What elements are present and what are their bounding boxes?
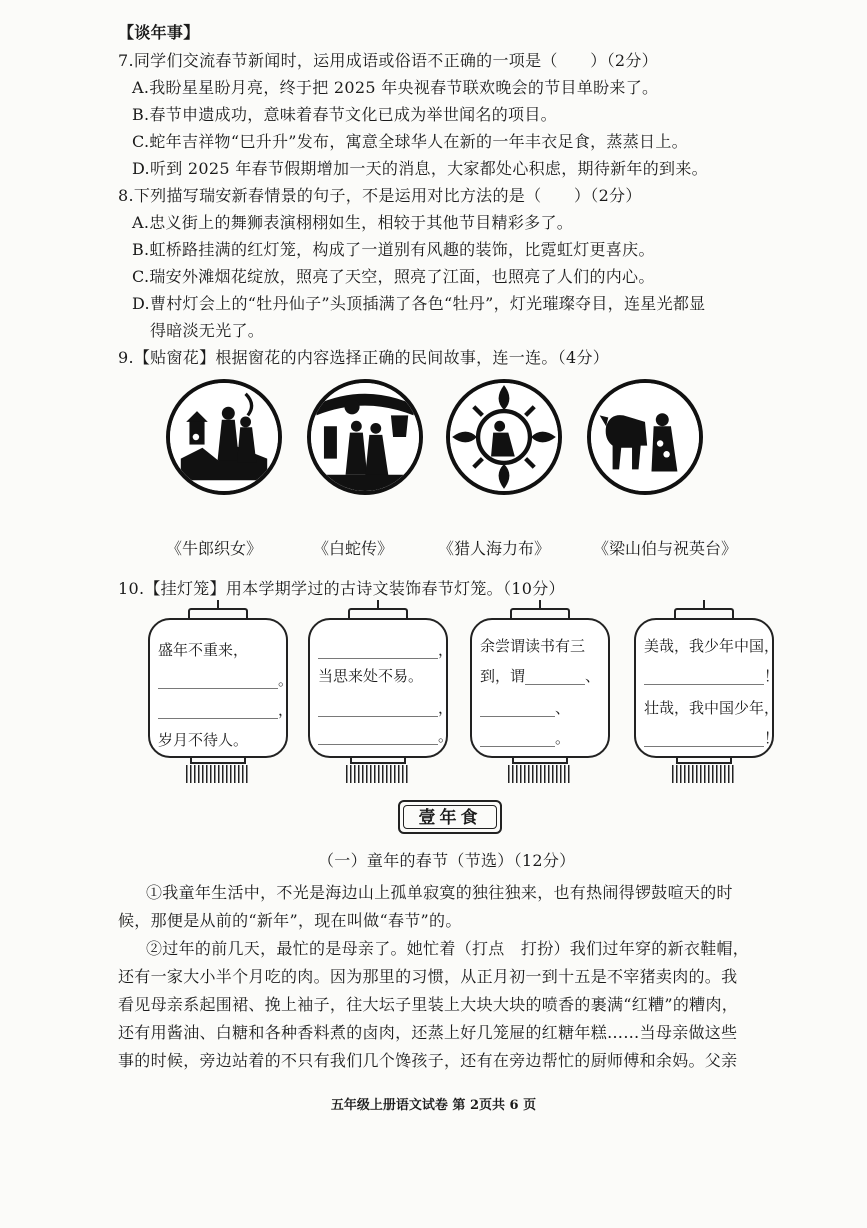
q7-option-d: D.听到 2025 年春节假期增加一天的消息，大家都处心积虑，期待新年的到来。 <box>132 159 708 178</box>
lantern-1-line-4: 岁月不待人。 <box>158 731 249 749</box>
lantern-1-line-3[interactable]: ________________， <box>158 701 294 719</box>
passage-line-5: 看见母亲系起围裙、挽上袖子，往大坛子里装上大块大块的喷香的裹满“红糟”的糟肉， <box>118 995 739 1014</box>
q7-stem: 7.同学们交流春节新闻时，运用成语或俗语不正确的一项是（ ）（2分） <box>118 51 658 70</box>
lantern-4-line-2[interactable]: ________________！ <box>644 667 780 685</box>
papercut-cowherd-weaver <box>166 379 282 495</box>
section-badge <box>398 800 502 834</box>
reading-title: （一）童年的春节（节选）（12分） <box>318 851 576 870</box>
page-footer: 五年级上册语文试卷 第 2页共 6 页 <box>330 1098 537 1113</box>
lantern-3 <box>470 600 610 785</box>
lantern-4 <box>634 600 780 785</box>
q10-stem: 10.【挂灯笼】用本学期学过的古诗文装饰春节灯笼。（10分） <box>118 579 565 598</box>
q7-option-c: C.蛇年吉祥物“巳升升”发布，寓意全球华人在新的一年丰衣足食，蒸蒸日上。 <box>132 132 688 151</box>
lantern-3-line-4[interactable]: __________。 <box>480 729 571 747</box>
lantern-2-line-3[interactable]: ________________， <box>318 699 454 717</box>
passage-line-4: 还有一家大小半个月吃的肉。因为那里的习惯，从正月初一到十五是不宰猪卖肉的。我 <box>118 967 738 986</box>
papercut-hunter-hailibu <box>446 379 562 495</box>
lantern-4-line-4[interactable]: ________________！ <box>644 729 780 747</box>
story-label-1: 《牛郎织女》 <box>166 539 263 558</box>
lantern-3-line-3[interactable]: __________、 <box>480 699 571 717</box>
passage-line-3: ②过年的前几天，最忙的是母亲了。她忙着（打点 打扮）我们过年穿的新衣鞋帽， <box>146 939 750 958</box>
passage-line-6: 还有用酱油、白糖和各种香料煮的卤肉，还蒸上好几笼屉的红糖年糕……当母亲做这些 <box>118 1023 738 1042</box>
q8-option-a: A.忠义街上的舞狮表演栩栩如生，相较于其他节目精彩多了。 <box>132 213 574 232</box>
q8-option-d-line1: D.曹村灯会上的“牡丹仙子”头顶插满了各色“牡丹”，灯光璀璨夺目，连星光都显 <box>132 294 706 313</box>
story-label-3: 《猎人海力布》 <box>438 539 551 558</box>
story-label-2: 《白蛇传》 <box>313 539 394 558</box>
q7-option-b: B.春节申遗成功，意味着春节文化已成为举世闻名的项目。 <box>132 105 557 124</box>
lantern-3-line-1: 余尝谓读书有三 <box>480 637 586 655</box>
story-label-4: 《梁山伯与祝英台》 <box>593 539 738 558</box>
lantern-4-line-3: 壮哉，我中国少年， <box>644 699 780 717</box>
passage-line-7: 事的时候，旁边站着的不只有我们几个馋孩子，还有在旁边帮忙的厨师傅和余妈。父亲 <box>118 1051 738 1070</box>
q8-option-d-line2: 得暗淡无光了。 <box>150 321 265 340</box>
q8-stem: 8.下列描写瑞安新春情景的句子，不是运用对比方法的是（ ）（2分） <box>118 186 642 205</box>
lantern-2-line-2: 当思来处不易。 <box>318 667 424 685</box>
lantern-2 <box>308 600 454 785</box>
q7-option-a: A.我盼星星盼月亮，终于把 2025 年央视春节联欢晚会的节目单盼来了。 <box>132 78 659 97</box>
passage-line-2: 候，那便是从前的“新年”，现在叫做“春节”的。 <box>118 911 462 930</box>
lantern-3-line-2[interactable]: 到，谓________、 <box>480 667 601 685</box>
lantern-2-line-1[interactable]: ________________， <box>318 641 454 659</box>
lantern-2-line-4[interactable]: ________________。 <box>318 727 454 745</box>
lantern-1-line-2[interactable]: ________________。 <box>158 671 294 689</box>
q8-option-b: B.虹桥路挂满的红灯笼，构成了一道别有风趣的装饰，比霓虹灯更喜庆。 <box>132 240 655 259</box>
papercut-white-snake <box>307 379 423 495</box>
lantern-4-line-1: 美哉，我少年中国， <box>644 637 780 655</box>
lantern-1-line-1: 盛年不重来， <box>158 641 249 659</box>
passage-line-1: ①我童年生活中，不光是海边山上孤单寂寞的独往独来，也有热闹得锣鼓喧天的时 <box>146 883 733 902</box>
papercut-liang-zhu <box>587 379 703 495</box>
section-heading-tan: 【谈年事】 <box>118 23 200 42</box>
section-badge-text: 壹年食 <box>403 805 497 829</box>
lantern-1 <box>148 600 294 785</box>
q8-option-c: C.瑞安外滩烟花绽放，照亮了天空，照亮了江面，也照亮了人们的内心。 <box>132 267 655 286</box>
q9-stem: 9.【贴窗花】根据窗花的内容选择正确的民间故事，连一连。（4分） <box>118 348 610 367</box>
